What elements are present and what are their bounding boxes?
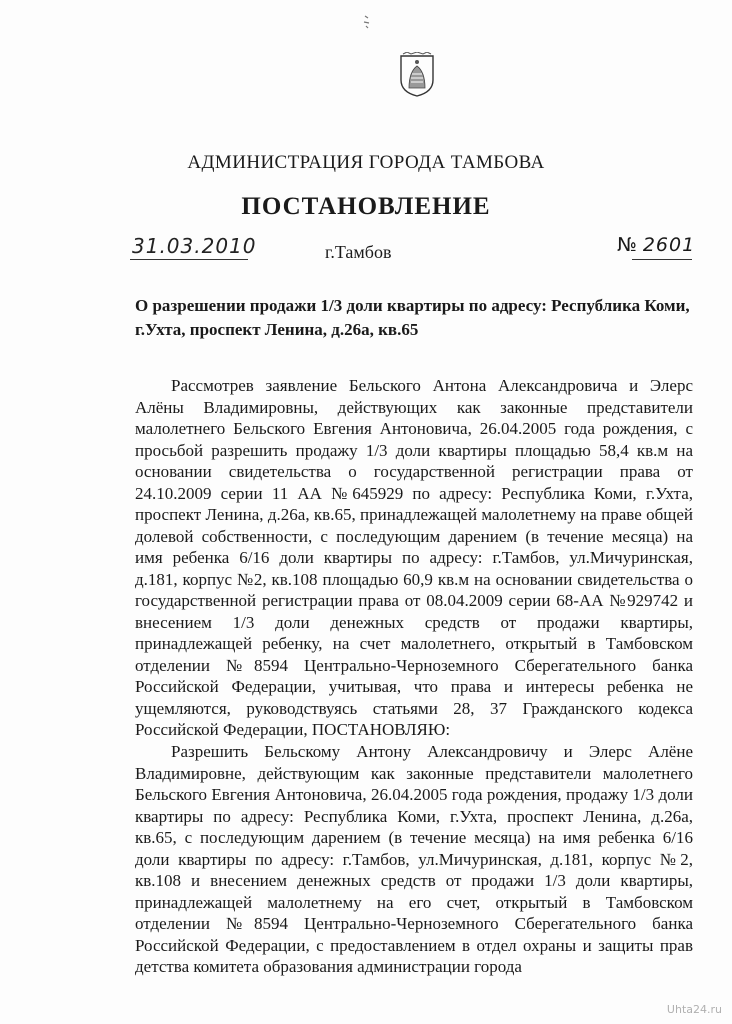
document-title: ПОСТАНОВЛЕНИЕ <box>241 193 491 220</box>
issuer-heading: АДМИНИСТРАЦИЯ ГОРОДА ТАМБОВА <box>187 152 545 173</box>
document-date: 31.03.2010 <box>132 234 257 258</box>
paragraph-text: Разрешить Бельскому Антону Александровичу и Элерс Алёне Владимировне, действующим как законные представители малолетнего Бельского Евгения Антоновича, 26.04.2005 года рождения, продажу 1/3 доли квартиры по адресу: Республика Коми, г.Ухта, проспект Ленина, д.26а, кв.65, с последующим дарением (в течение месяца) на имя ребенка 6/16 доли квартиры по адресу: г.Тамбов, ул.Мичуринская, д.181, корпус №2, кв.108 и внесением денежных средств от продажи 1/3 доли квартиры, принадлежащей малолетнему на его счет, открытый в Тамбовском отделении №8594 Центрально-Черноземного Сберегательного банка Российской Федерации, с предоставлением в отдел охраны и защиты прав детства комитета образования администрации города <box>135 742 693 976</box>
document-subject: О разрешении продажи 1/3 доли квартиры по адресу: Республика Коми, г.Ухта, проспект Ленина, д.26а, кв.65 <box>135 296 690 339</box>
resolution-paragraph <box>135 741 693 978</box>
number-sign: № <box>617 234 637 256</box>
document-city: г.Тамбов <box>325 242 392 262</box>
city-coat-of-arms-icon <box>397 52 437 98</box>
date-underline <box>130 259 248 260</box>
site-watermark: Uhta24.ru <box>666 1003 722 1016</box>
paragraph-text: Рассмотрев заявление Бельского Антона Александровича и Элерс Алёны Владимировны, действующих как законные представители малолетнего Бельского Евгения Антоновича, 26.04.2005 года рождения, с просьбой разрешить продажу 1/3 доли квартиры площадью 58,4 кв.м на основании свидетельства о государственной регистрации права от 24.10.2009 серии 11 АА №645929 по адресу: Республика Коми, г.Ухта, проспект Ленина, д.26а, кв.65, принадлежащей малолетнему на праве общей долевой собственности, с последующим дарением (в течение месяца) на имя ребенка 6/16 доли квартиры по адресу: г.Тамбов, ул.Мичуринская, д.181, корпус №2, кв.108 площадью 60,9 кв.м на основании свидетельства о государственной регистрации права от 08.04.2009 серии 68-АА №929742 и внесением 1/3 доли денежных средств от продажи квартиры, принадлежащей ребенку, на счет малолетнего, открытый в Тамбовском отделении №8594 Центрально-Черноземного Сберегательного банка Российской Федерации, учитывая, что права и интересы ребенка не ущемляются, руководствуясь статьями 28, 37 Гражданского кодекса Российской Федерации, ПОСТАНОВЛЯЮ: <box>135 376 693 739</box>
scan-mark <box>362 14 372 30</box>
number-value: 2601 <box>642 234 696 256</box>
number-underline <box>632 259 692 260</box>
document-number <box>617 234 695 256</box>
body-paragraph <box>135 375 693 741</box>
